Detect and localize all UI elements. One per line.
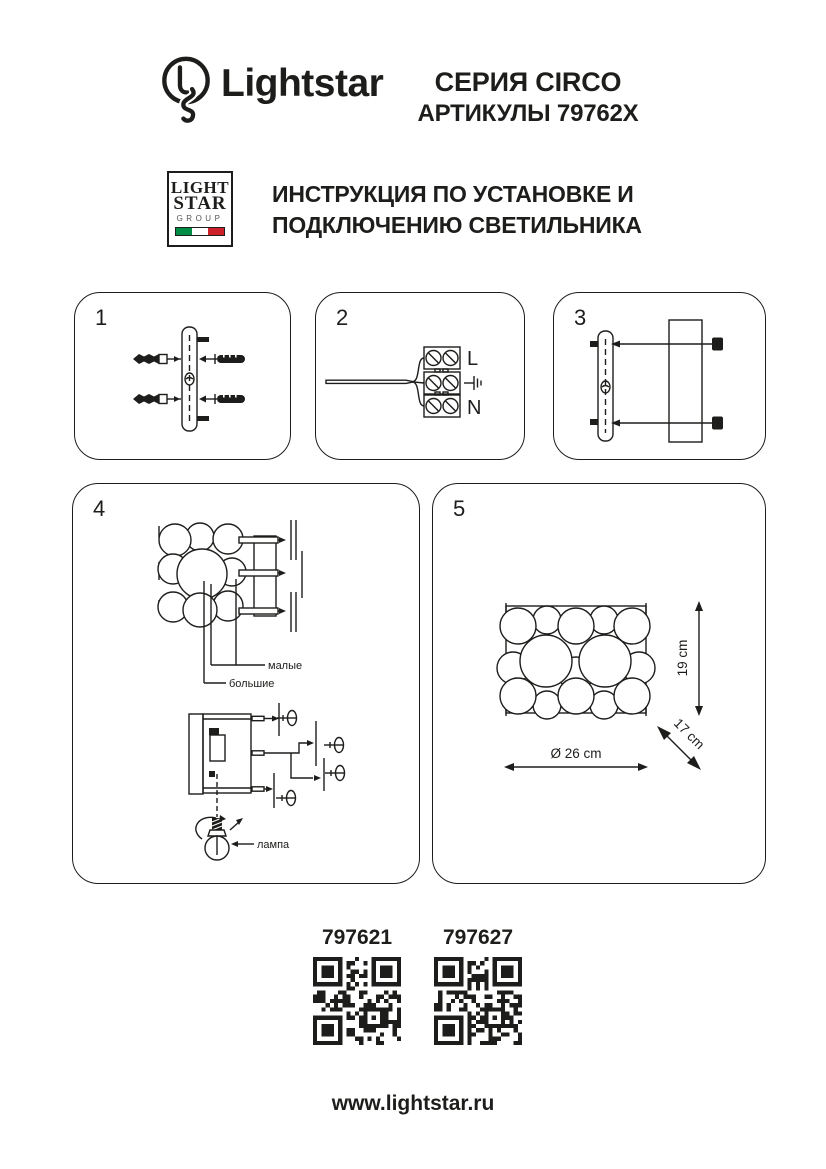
fixing-bolt: [611, 338, 723, 351]
dimension-width: [504, 763, 648, 771]
thumb-screw-icon: [325, 766, 345, 781]
step-1-number: 1: [95, 305, 108, 330]
canopy-plate: [669, 320, 702, 442]
label-small-balls: малые: [268, 660, 303, 672]
step-4-number: 4: [93, 496, 106, 521]
group-logo-group: GROUP: [176, 214, 224, 223]
step-3-number: 3: [574, 305, 587, 330]
group-logo-light: LIGHT: [170, 178, 230, 197]
step-2-panel: [315, 292, 525, 460]
dim-width-label: Ø 26 cm: [550, 746, 602, 761]
group-logo-star: STAR: [173, 193, 227, 214]
step-3-panel: [553, 292, 766, 460]
terminal-label-live: L: [467, 348, 479, 370]
earth-icon: [464, 376, 481, 390]
lightstar-group-logo: [167, 171, 233, 247]
terminal-label-neutral: N: [467, 397, 482, 419]
step-2-number: 2: [336, 305, 349, 330]
italian-flag-icon: [175, 227, 225, 236]
step-1-panel: [74, 292, 291, 460]
fixing-bolt: [611, 417, 723, 430]
product-code-2: 797627: [442, 926, 514, 949]
dim-depth-label: 17 cm: [670, 715, 708, 753]
step-4-diagram: [73, 484, 421, 885]
instruction-title-line2: ПОДКЛЮЧЕНИЮ СВЕТИЛЬНИКА: [272, 212, 642, 238]
step-5-number: 5: [453, 496, 466, 521]
articles-title: АРТИКУЛЫ 79762X: [417, 100, 639, 127]
screw-icon: [133, 394, 181, 404]
step-4-panel: [72, 483, 420, 884]
thumb-screw-icon: [324, 738, 344, 753]
mounting-plate: [182, 327, 209, 431]
dim-height-label: 19 cm: [675, 639, 690, 677]
wall-bracket-side-view: [239, 520, 302, 632]
thumb-screw-icon: [276, 791, 296, 806]
product-code-1: 797621: [321, 926, 393, 949]
step-5-panel: [432, 483, 766, 884]
series-title: СЕРИЯ CIRCO: [434, 67, 622, 97]
terminal-block: [424, 347, 460, 417]
thumb-screw-icon: [277, 711, 297, 726]
lightstar-bulb-icon: [160, 54, 212, 126]
qr-code-797621: [313, 957, 401, 1045]
instruction-title: [272, 179, 642, 241]
step-3-diagram: [554, 293, 767, 461]
wall-plug-icon: [199, 354, 245, 364]
mounting-plate: [590, 331, 613, 441]
brand-wordmark: Lightstar: [221, 62, 384, 105]
screw-icon: [133, 354, 181, 364]
connector-lines: [264, 716, 321, 793]
step-2-diagram: [316, 293, 526, 461]
step-1-diagram: [75, 293, 292, 461]
website-url: www.lightstar.ru: [331, 1092, 495, 1115]
instruction-title-line1: ИНСТРУКЦИЯ ПО УСТАНОВКЕ И: [272, 181, 634, 207]
label-large-balls: большие: [229, 678, 275, 690]
wall-plug-icon: [199, 394, 245, 404]
dimension-height: [695, 601, 703, 716]
header-title-block: [408, 67, 648, 129]
fixture-base-side-view: [189, 714, 264, 794]
step-5-diagram: [433, 484, 767, 885]
label-lamp: лампа: [257, 839, 290, 851]
lamp-front-view: [497, 603, 655, 719]
qr-code-797627: [434, 957, 522, 1045]
supply-wire: [326, 358, 424, 406]
mounting-bars: [274, 703, 324, 808]
glass-balls-side-view: [158, 523, 246, 627]
lamp-callout: [231, 841, 254, 847]
